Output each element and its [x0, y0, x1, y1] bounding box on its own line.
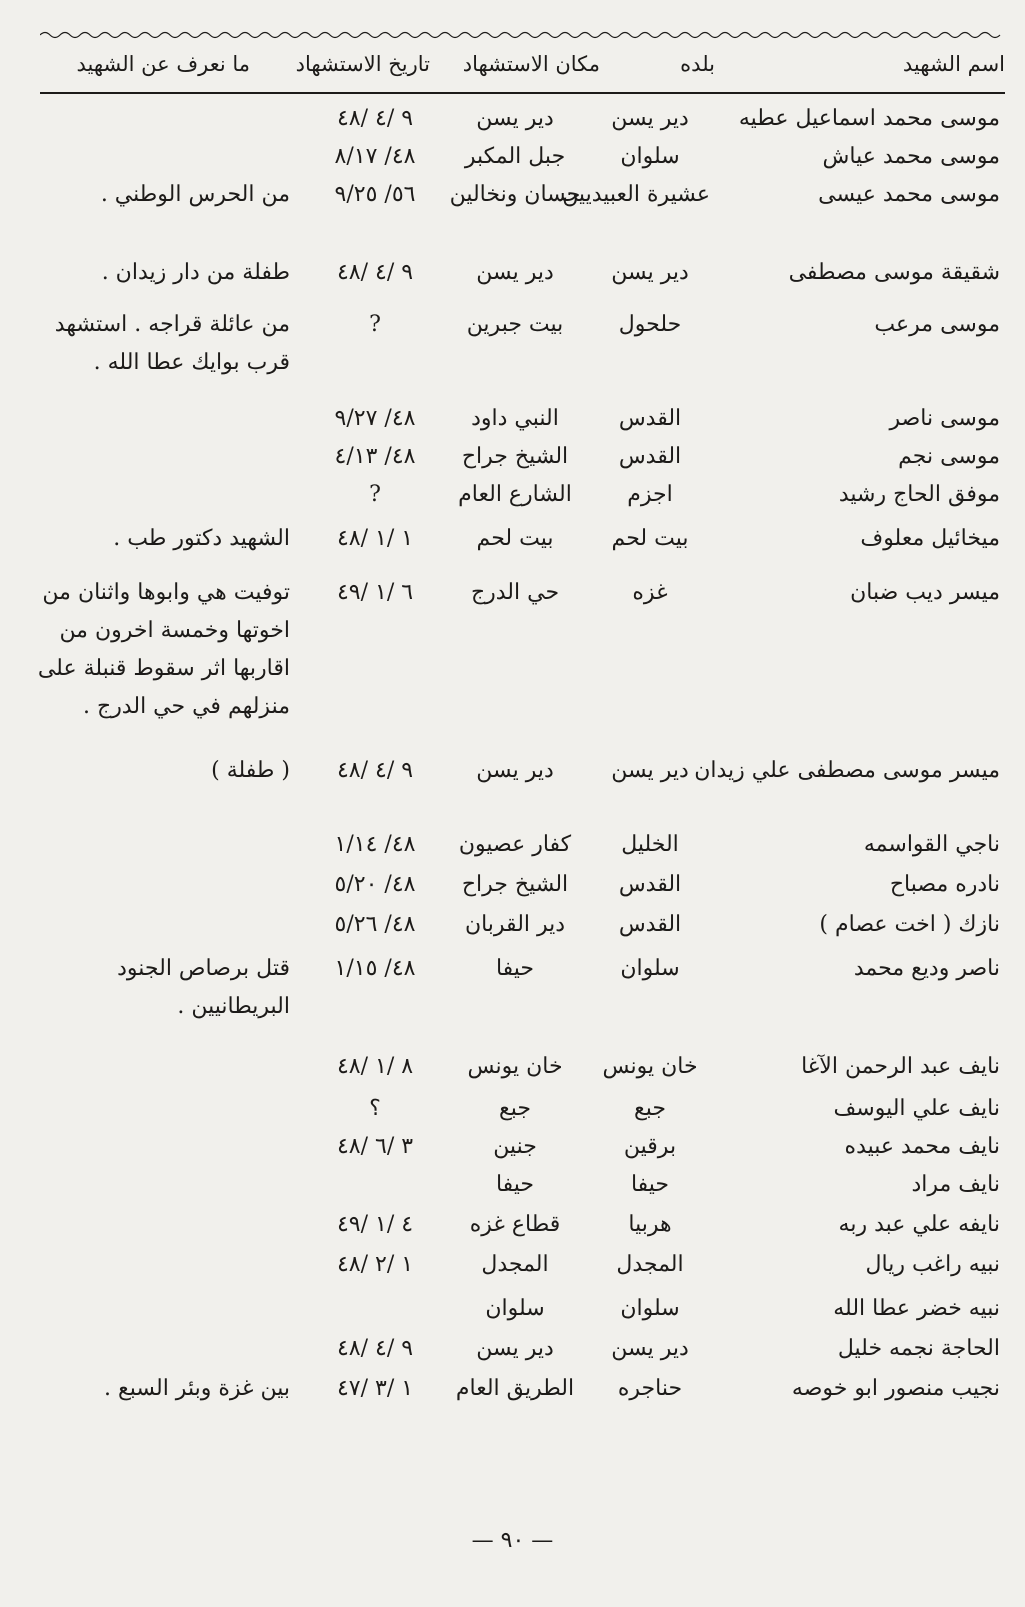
header-name: اسم الشهيد	[902, 52, 1005, 76]
cell-town: دير يسن	[611, 1336, 689, 1361]
cell-place: حيفا	[495, 1172, 535, 1197]
cell-name: موسى محمد اسماعيل عطيه	[738, 106, 1000, 131]
cell-place: خان يونس	[467, 1054, 563, 1079]
cell-place: جبل المكبر	[464, 144, 566, 169]
cell-date: ٤٨/ ١/١٥	[334, 956, 416, 981]
cell-town: برقين	[623, 1134, 677, 1159]
cell-date: ٨ /١ /٤٨	[336, 1054, 414, 1079]
cell-name: نجيب منصور ابو خوصه	[791, 1376, 1000, 1401]
cell-name: موسى محمد عيسى	[818, 182, 1000, 207]
cell-name: ميسر موسى مصطفى علي زيدان	[694, 758, 1000, 783]
cell-town: حناجره	[617, 1376, 683, 1401]
cell-place: جبع	[499, 1096, 531, 1121]
cell-date: ٦ /١ /٤٩	[336, 580, 414, 605]
cell-town: الخليل	[621, 832, 679, 857]
cell-town: عشيرة العبيديين	[562, 182, 710, 207]
header-town: بلده	[680, 52, 715, 76]
header-date: تاريخ الاستشهاد	[295, 52, 430, 76]
cell-name: نايف علي اليوسف	[833, 1096, 1000, 1121]
cell-notes: ( طفلة )	[211, 758, 290, 783]
cell-place: قطاع غزه	[469, 1212, 561, 1237]
cell-name: نايف عبد الرحمن الآغا	[801, 1054, 1000, 1079]
cell-place: الشيخ جراح	[461, 872, 569, 897]
cell-place: الشارع العام	[458, 482, 572, 507]
cell-name: ناصر وديع محمد	[853, 956, 1000, 981]
cell-place: النبي داود	[471, 406, 559, 431]
cell-town: القدس	[618, 444, 682, 469]
cell-name: ناجي القواسمه	[863, 832, 1000, 857]
cell-place: الطريق العام	[455, 1376, 575, 1401]
cell-name: موسى نجم	[898, 444, 1000, 469]
cell-place: حيفا	[495, 956, 535, 981]
cell-notes: بين غزة وبئر السبع .	[104, 1376, 290, 1401]
cell-name: موفق الحاج رشيد	[838, 482, 1000, 507]
cell-town: خان يونس	[602, 1054, 698, 1079]
cell-place: دير القربان	[464, 912, 566, 937]
cell-date: ٤ /١ /٤٩	[336, 1212, 414, 1237]
cell-place: الشيخ جراح	[461, 444, 569, 469]
cell-town: سلوان	[620, 956, 680, 981]
header-place: مكان الاستشهاد	[462, 52, 600, 76]
cell-name: نبيه خضر عطا الله	[833, 1296, 1000, 1321]
cell-name: ميسر ديب ضبان	[850, 580, 1000, 605]
cell-name: ميخائيل معلوف	[860, 526, 1000, 551]
cell-place: بيت لحم	[476, 526, 554, 551]
cell-date: ٣ /٦ /٤٨	[336, 1134, 414, 1159]
header-rule	[40, 92, 1005, 94]
cell-date: ١ /٣ /٤٧	[336, 1376, 414, 1401]
cell-place: دير يسن	[476, 260, 554, 285]
cell-name: شقيقة موسى مصطفى	[788, 260, 1000, 285]
cell-town: حلحول	[618, 312, 682, 337]
cell-notes: طفلة من دار زيدان .	[101, 260, 290, 285]
cell-date: ؟	[369, 1096, 381, 1121]
cell-date: ١ /٢ /٤٨	[336, 1252, 414, 1277]
cell-date: ١ /١ /٤٨	[336, 526, 414, 551]
cell-town: غزه	[632, 580, 668, 605]
cell-place: المجدل	[481, 1252, 549, 1277]
cell-place: كفار عصيون	[458, 832, 572, 857]
cell-notes: من الحرس الوطني .	[100, 182, 290, 207]
cell-town: القدس	[618, 912, 682, 937]
cell-date: ?	[369, 482, 381, 507]
cell-name: موسى مرعب	[874, 312, 1000, 337]
cell-name: الحاجة نجمه خليل	[837, 1336, 1000, 1361]
cell-notes: الشهيد دكتور طب .	[113, 526, 290, 551]
cell-town: هربيا	[628, 1212, 672, 1237]
cell-place: دير يسن	[476, 106, 554, 131]
cell-date: ٩ /٤ /٤٨	[336, 260, 414, 285]
cell-town: سلوان	[620, 144, 680, 169]
cell-place: بيت جبرين	[466, 312, 564, 337]
cell-place: حي الدرج	[470, 580, 560, 605]
cell-name: نادره مصباح	[889, 872, 1000, 897]
cell-town: المجدل	[616, 1252, 684, 1277]
cell-notes: قتل برصاص الجنود البريطانيين .	[117, 956, 290, 1019]
table-header	[40, 40, 1005, 90]
page-number: — ٩٠ —	[471, 1528, 554, 1553]
cell-town: بيت لحم	[611, 526, 689, 551]
cell-date: ٤٨/ ٩/٢٧	[334, 406, 416, 431]
cell-town: القدس	[618, 872, 682, 897]
cell-place: دير يسن	[476, 758, 554, 783]
cell-place: جنين	[493, 1134, 537, 1159]
cell-name: موسى ناصر	[889, 406, 1000, 431]
cell-date: ٤٨/ ١/١٤	[334, 832, 416, 857]
header-notes: ما نعرف عن الشهيد	[76, 52, 250, 76]
cell-date: ٩ /٤ /٤٨	[336, 1336, 414, 1361]
cell-town: جبع	[634, 1096, 666, 1121]
cell-place: حسان ونخالين	[449, 182, 581, 207]
cell-name: موسى محمد عياش	[822, 144, 1000, 169]
cell-place: سلوان	[485, 1296, 545, 1321]
cell-date: ٩ /٤ /٤٨	[336, 758, 414, 783]
cell-date: ?	[369, 312, 381, 337]
cell-place: دير يسن	[476, 1336, 554, 1361]
cell-name: نايف مراد	[911, 1172, 1000, 1197]
cell-date: ٥٦/ ٩/٢٥	[334, 182, 416, 207]
cell-date: ٤٨/ ٨/١٧	[334, 144, 416, 169]
cell-notes: من عائلة قراجه . استشهد قرب بوايك عطا الله .	[54, 312, 290, 375]
cell-notes: توفيت هي وابوها واثنان من اخوتها وخمسة اخرون من اقاربها اثر سقوط قنبلة على منزلهم في حي الدرج .	[37, 580, 290, 719]
cell-date: ٩ /٤ /٤٨	[336, 106, 414, 131]
wavy-top-rule	[40, 30, 1005, 40]
cell-town: دير يسن	[611, 758, 689, 783]
cell-name: نايفه علي عبد ربه	[838, 1212, 1000, 1237]
cell-name: نازك ( اخت عصام )	[819, 912, 1000, 937]
cell-town: حيفا	[630, 1172, 670, 1197]
cell-date: ٤٨/ ٥/٢٠	[334, 872, 416, 897]
cell-town: دير يسن	[611, 106, 689, 131]
cell-town: القدس	[618, 406, 682, 431]
cell-date: ٤٨/ ٤/١٣	[334, 444, 416, 469]
cell-name: نبيه راغب ريال	[865, 1252, 1000, 1277]
cell-town: دير يسن	[611, 260, 689, 285]
cell-town: اجزم	[627, 482, 673, 507]
cell-name: نايف محمد عبيده	[844, 1134, 1000, 1159]
cell-date: ٤٨/ ٥/٢٦	[334, 912, 416, 937]
cell-town: سلوان	[620, 1296, 680, 1321]
